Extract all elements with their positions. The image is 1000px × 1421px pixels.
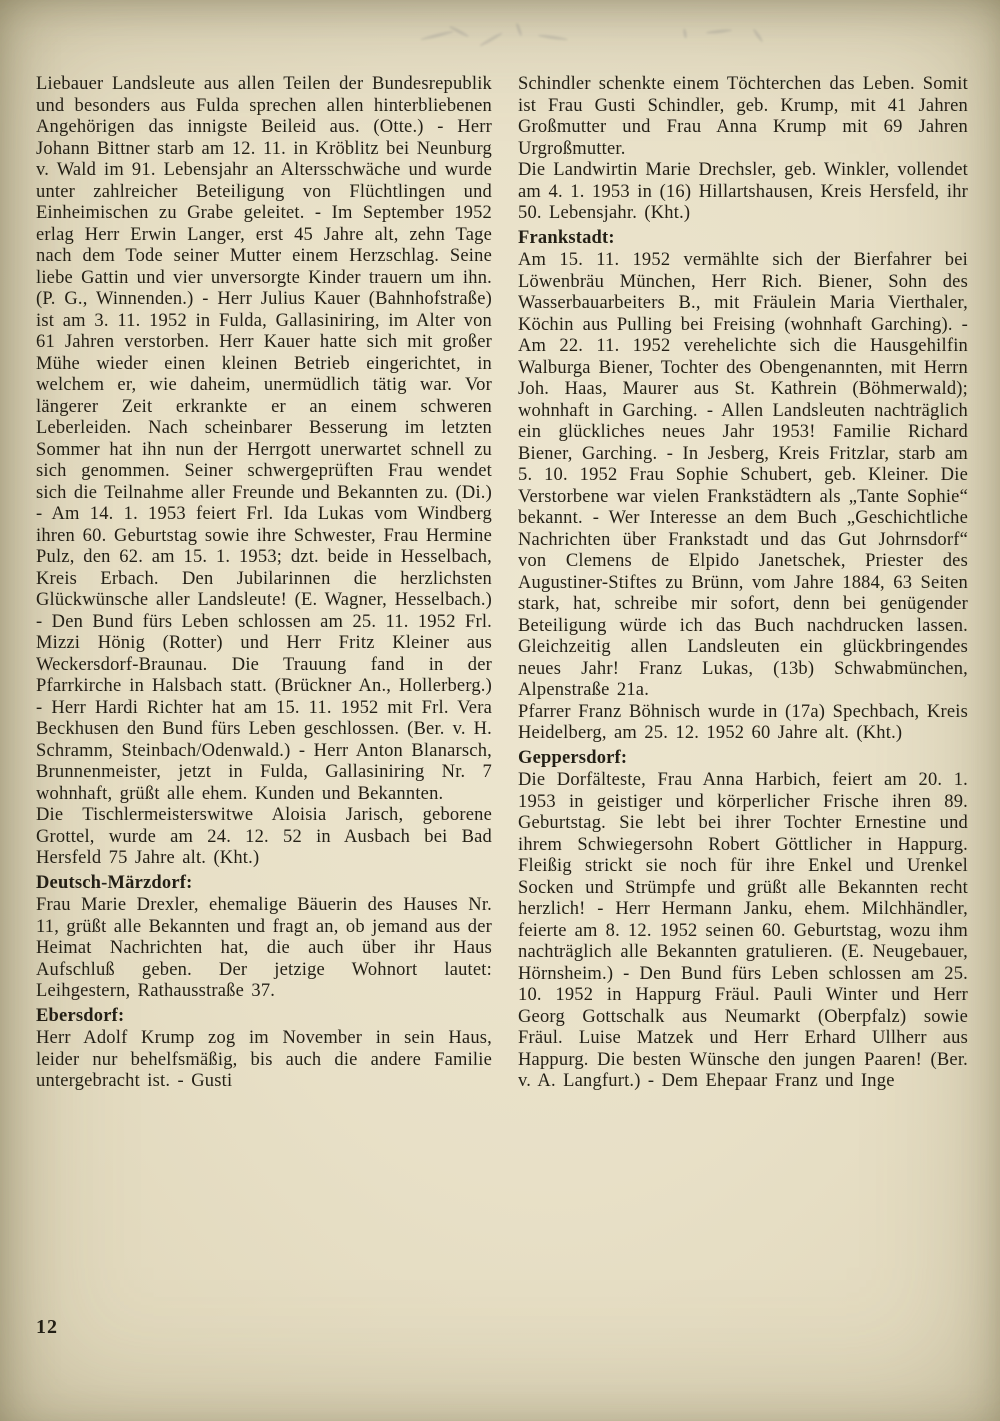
paragraph-boehnisch: Pfarrer Franz Böhnisch wurde in (17a) Spechbach, Kreis Heidelberg, am 25. 12. 1952 60 Jahre alt. (Kht.)	[518, 701, 968, 743]
right-column	[518, 74, 968, 1093]
paragraph-schindler: Schindler schenkte einem Töchterchen das Leben. Somit ist Frau Gusti Schindler, geb. Krump, mit 41 Jahren Großmutter und Frau Anna Krump mit 69 Jahren Urgroßmutter.	[518, 74, 968, 159]
pencil-stroke	[515, 22, 523, 36]
paragraph-drexler: Frau Marie Drexler, ehemalige Bäuerin des Hauses Nr. 11, grüßt alle Bekannten und fragt an, ob jemand aus der Heimat Nachrichten hat, die auch über ihr Haus Aufschluß geben. Der jetzige Wohnort lautet: Leihgestern, Rathausstraße 37.	[36, 895, 492, 1001]
section-heading-ebersdorf: Ebersdorf:	[36, 1005, 125, 1026]
paragraph-geppersdorf-news: Die Dorfälteste, Frau Anna Harbich, feiert am 20. 1. 1953 in geistiger und körperlicher Frische ihren 89. Geburtstag. Sie lebt bei ihrer Tochter Ernestine und ihrem Schwiegersohn Robert Göttlicher in Happurg. Fleißig strickt sie noch für ihre Enkel und Urenkel Socken und Strümpfe und grüßt alle Bekannten recht herzlich! - Herr Hermann Janku, ehem. Milchhändler, feierte am 8. 12. 1952 seinen 60. Geburtstag, wozu ihm nachträglich alle Bekannten gratulieren. (E. Neugebauer, Hörnsheim.) - Den Bund fürs Leben schlossen am 25. 10. 1952 in Happurg Fräul. Pauli Winter und Herr Georg Gottschalk aus Neumarkt (Oberpfalz) sowie Fräul. Luise Matzek und Herr Erhard Ullherr aus Happurg. Die besten Wünsche den jungen Paaren! (Ber. v. A. Langfurt.) - Dem Ehepaar Franz und Inge	[518, 770, 968, 1091]
section-heading-geppersdorf: Geppersdorf:	[518, 747, 628, 768]
page-number: 12	[36, 1316, 58, 1338]
paragraph-news-liebau: Liebauer Landsleute aus allen Teilen der Bundesrepublik und besonders aus Fulda sprechen allen hinterbliebenen Angehörigen das innigste Beileid aus. (Otte.) - Herr Johann Bittner starb am 12. 11. in Kröblitz bei Neunburg v. Wald im 91. Lebensjahr an Altersschwäche und wurde unter zahlreicher Beteiligung von Flüchtlingen und Einheimischen zu Grabe geleitet. - Im September 1952 erlag Herr Erwin Langer, erst 45 Jahre alt, zehn Tage nach dem Tode seiner Mutter einem Herzschlag. Seine liebe Gattin und vier unversorgte Kinder trauern um ihn. (P. G., Winnenden.) - Herr Julius Kauer (Bahnhofstraße) ist am 3. 11. 1952 in Fulda, Gallasiniring, im Alter von 61 Jahren verstorben. Herr Kauer hatte sich mit großer Mühe wieder einen kleinen Betrieb eingerichtet, in welchem er, wie daheim, unermüdlich tätig war. Vor längerer Zeit erkrankte er an einem schweren Leberleiden. Nach scheinbarer Besserung im letzten Sommer hat ihn nun der Herrgott unerwartet schnell zu sich genommen. Seiner schwergeprüften Frau wendet sich die Teilnahme aller Freunde und Bekannten zu. (Di.) - Am 14. 1. 1953 feiert Frl. Ida Lukas vom Windberg ihren 60. Geburtstag sowie ihre Schwester, Frau Hermine Pulz, den 62. am 15. 1. 1953; dzt. beide in Hesselbach, Kreis Erbach. Den Jubilarinnen die herzlichsten Glückwünsche aller Landsleute! (E. Wagner, Hesselbach.) - Den Bund fürs Leben schlossen am 25. 11. 1952 Frl. Mizzi Hönig (Rotter) und Herr Fritz Kleiner aus Weckersdorf-Braunau. Die Trauung fand in der Pfarrkirche in Halsbach statt. (Brückner An., Hollerberg.) - Herr Hardi Richter hat am 15. 11. 1952 mit Frl. Vera Beckhusen den Bund fürs Leben geschlossen. (Ber. v. H. Schramm, Steinbach/Odenwald.) - Herr Anton Blanarsch, Brunnenmeister, jetzt in Fulda, Gallasiniring Nr. 7 wohnhaft, grüßt alle ehem. Kunden und Bekannten.	[36, 74, 492, 804]
pencil-stroke	[683, 28, 688, 38]
section-heading-frankstadt: Frankstadt:	[518, 227, 615, 248]
text-columns	[36, 74, 968, 1093]
pencil-smudge	[420, 24, 840, 60]
section-heading-deutsch-maerzdorf: Deutsch-Märzdorf:	[36, 872, 193, 893]
paragraph-krump: Herr Adolf Krump zog im November in sein Haus, leider nur behelfsmäßig, bis auch die andere Familie untergebracht ist. - Gusti	[36, 1028, 492, 1091]
pencil-stroke	[479, 32, 503, 48]
paragraph-frankstadt-news: Am 15. 11. 1952 vermählte sich der Bierfahrer bei Löwenbräu München, Herr Rich. Biener, Sohn des Wasserbauarbeiters B., mit Fräulein Maria Vierthaler, Köchin aus Pulling bei Freising (wohnhaft Garching). - Am 22. 11. 1952 verehelichte sich die Hausgehilfin Walburga Biener, Tochter des Obengenannten, mit Herrn Joh. Haas, Maurer aus St. Kathrein (Böhmerwald); wohnhaft in Garching. - Allen Landsleuten nachträglich ein glückliches neues Jahr 1953! Familie Richard Biener, Garching. - In Jesberg, Kreis Fritzlar, starb am 5. 10. 1952 Frau Sophie Schubert, geb. Kleiner. Die Verstorbene war vielen Frankstädtern als „Tante Sophie“ bekannt. - Wer Interesse an dem Buch „Geschichtliche Nachrichten über Frankstadt und das Gut Johrnsdorf“ von Clemens de Elpido Janetschek, Priester des Augustiner-Stiftes zu Brünn, vom Jahre 1884, 63 Seiten stark, hat, schreibe mir sofort, denn bei genügender Beteiligung würde ich das Buch nachdrucken lassen. Gleichzeitig allen Landsleuten ein glückbringendes neues Jahr! Franz Lukas, (13b) Schwabmünchen, Alpenstraße 21a.	[518, 250, 968, 700]
pencil-stroke	[752, 28, 764, 43]
paragraph-drechsler: Die Landwirtin Marie Drechsler, geb. Winkler, vollendet am 4. 1. 1953 in (16) Hillartshausen, Kreis Hersfeld, ihr 50. Lebensjahr. (Kht.)	[518, 160, 968, 223]
left-column	[36, 74, 492, 1093]
pencil-stroke	[706, 29, 732, 35]
pencil-stroke	[420, 30, 454, 41]
pencil-stroke	[449, 25, 470, 38]
paragraph-jarisch: Die Tischlermeisterswitwe Aloisia Jarisch, geborene Grottel, wurde am 24. 12. 52 in Ausbach bei Bad Hersfeld 75 Jahre alt. (Kht.)	[36, 805, 492, 868]
pencil-stroke	[538, 34, 568, 41]
